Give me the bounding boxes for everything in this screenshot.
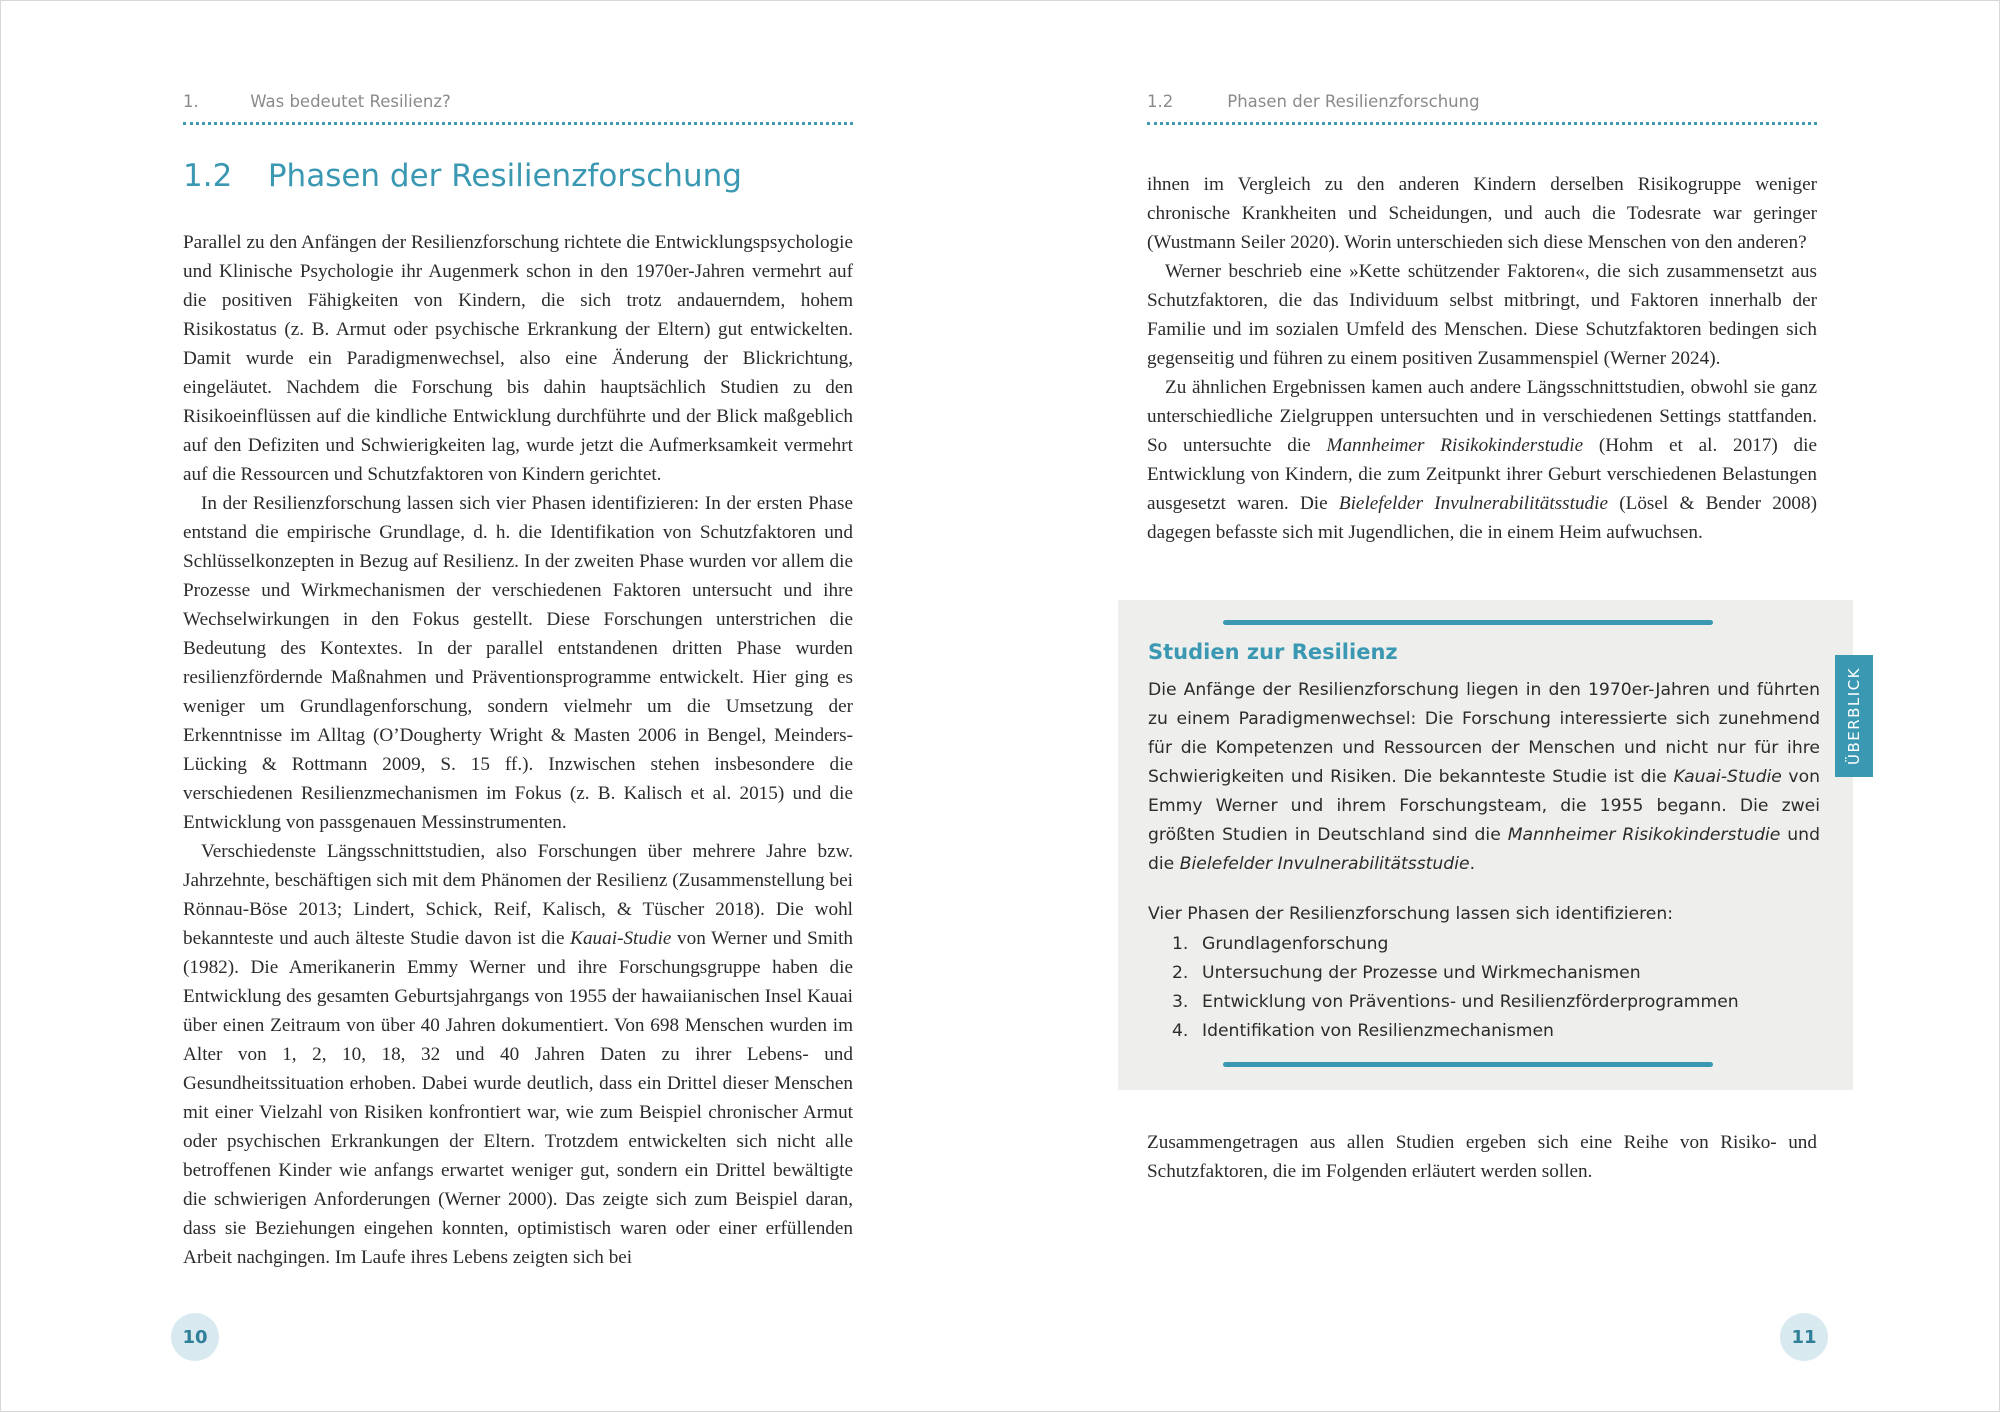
study-name-italic: Bielefelder Invulnerabilitätsstudie: [1338, 493, 1608, 514]
infobox-bottom-rule: [1223, 1062, 1713, 1067]
list-item: [1172, 930, 1739, 959]
page-number-left: 10: [171, 1313, 219, 1361]
phases-list: [1172, 930, 1739, 1046]
list-item: [1172, 1017, 1739, 1046]
paragraph-text: Parallel zu den Anfängen der Resilienzforschung richtete die Entwicklungspsychologie und Klinische Psychologie ihr Augenmerk schon in den 1970er-Jahren vermehrt auf die positiven Fähigkeiten von Kindern, die sich trotz andauerndem, hohem Risikostatus (z. B. Armut oder psychische Erkrankung der Eltern) gut entwickelten. Damit wurde ein Paradigmenwechsel, also eine Änderung der Blickrichtung, eingeläutet. Nachdem die Forschung bis dahin hauptsächlich Studien zu den Risikoeinflüssen auf die kindliche Entwicklung durchführte und der Blick maßgeblich auf den Defiziten und Schwierigkeiten lag, wurde jetzt die Aufmerksamkeit vermehrt auf die Ressourcen und Schutzfaktoren von Kindern gerichtet.: [183, 232, 853, 485]
infobox-top-rule: [1223, 620, 1713, 625]
overview-infobox: [1118, 600, 1853, 1090]
paragraph-3: [1147, 373, 1817, 547]
infobox-text: [1148, 676, 1820, 879]
study-name-italic: Kauai-Studie: [1673, 767, 1782, 787]
section-title: Phasen der Resilienzforschung: [267, 158, 742, 194]
infobox-paragraph: [1148, 676, 1820, 879]
list-number: 3.: [1172, 992, 1189, 1012]
list-item: [1172, 959, 1739, 988]
paragraph-text: (Hohm et al. 2017) die Entwicklung von Kindern, die zum Zeitpunkt ihrer Geburt verschiedenen Belastungen ausgesetzt waren. Die: [1147, 435, 1817, 514]
chapter-title: Was bedeutet Resilienz?: [250, 92, 451, 111]
paragraph-text: ihnen im Vergleich zu den anderen Kindern derselben Risikogruppe weniger chronische Krankheiten und Scheidungen, und auch die Todesrate war geringer (Wustmann Seiler 2020). Worin unterschieden sich diese Menschen von den anderen?: [1147, 174, 1817, 253]
paragraph-text: Verschiedenste Längsschnittstudien, also Forschungen über mehrere Jahre bzw. Jahrzehnte, beschäftigen sich mit dem Phänomen der Resilienz (Zusammenstellung bei Rönnau-Böse 2013; Lindert, Schick, Reif, Kalisch, & Tüscher 2018). Die wohl bekannteste und auch älteste Studie davon ist die: [183, 841, 853, 949]
left-body-text: [183, 228, 853, 1272]
paragraph-text: Werner beschrieb eine »Kette schützender Faktoren«, die sich zusammensetzt aus Schutzfaktoren, die das Individuum selbst mitbringt, und Faktoren innerhalb der Familie und im sozialen Umfeld des Menschen. Diese Schutzfaktoren bedingen sich gegenseitig und führen zu einem positiven Zusammenspiel (Werner 2024).: [1147, 261, 1817, 369]
infobox-text-run: Die Anfänge der Resilienzforschung liegen in den 1970er-Jahren und führten zu einem Paradigmenwechsel: Die Forschung interessierte sich zunehmend für die Kompetenzen und Ressourcen der Menschen und nicht nur für ihre Schwierigkeiten und Risiken. Die bekannteste Studie ist die: [1148, 680, 1820, 787]
overview-side-tab: [1835, 655, 1873, 777]
closing-paragraph: Zusammengetragen aus allen Studien ergeben sich eine Reihe von Risiko- und Schutzfaktoren, die im Folgenden erläutert werden sollen.: [1147, 1132, 1817, 1182]
paragraph-2: [183, 489, 853, 837]
running-head-left: [183, 92, 853, 125]
paragraph-3: [183, 837, 853, 1272]
list-item: [1172, 988, 1739, 1017]
section-title: Phasen der Resilienzforschung: [1227, 92, 1480, 111]
list-text: Identifikation von Resilienzmechanismen: [1202, 1021, 1554, 1041]
infobox-title: Studien zur Resilienz: [1148, 640, 1398, 664]
list-text: Entwicklung von Präventions- und Resilienzförderprogrammen: [1202, 992, 1739, 1012]
list-number: 2.: [1172, 963, 1189, 983]
paragraph-2: [1147, 257, 1817, 373]
right-page: [1000, 0, 2000, 1412]
infobox-text-run: von Emmy Werner und ihrem Forschungsteam, die 1955 begann. Die zwei größten Studien in Deutschland sind die: [1148, 767, 1820, 845]
list-number: 1.: [1172, 934, 1189, 954]
study-name-italic: Mannheimer Risikokinderstudie: [1326, 435, 1584, 456]
list-number: 4.: [1172, 1021, 1189, 1041]
study-name-italic: Bielefelder Invulnerabilitätsstudie: [1179, 854, 1470, 874]
section-heading: [183, 158, 742, 194]
right-body-text: [1147, 170, 1817, 547]
study-name-italic: Mannheimer Risikokinderstudie: [1507, 825, 1781, 845]
page-number-right: 11: [1780, 1313, 1828, 1361]
study-name-italic: Kauai-Studie: [570, 928, 672, 949]
paragraph-text: Zu ähnlichen Ergebnissen kamen auch andere Längsschnittstudien, obwohl sie ganz unterschiedliche Zielgruppen untersuchten und in verschiedenen Settings stattfanden. So untersuchte die: [1147, 377, 1817, 456]
paragraph-text: In der Resilienzforschung lassen sich vier Phasen identifizieren: In der ersten Phase entstand die empirische Grundlage, d. h. die Identifikation von Schutzfaktoren und Schlüsselkonzepten in Bezug auf Resilienz. In der zweiten Phase wurden vor allem die Prozesse und Wirkmechanismen der verschiedenen Faktoren untersucht und ihre Wechselwirkungen in den Fokus gestellt. Diese Forschungen unterstrichen die Bedeutung des Kontextes. In der parallel entstandenen dritten Phase wurden resilienzfördernde Maßnahmen und Präventionsprogramme entwickelt. Hier ging es weniger um Grundlagenforschung, sondern vielmehr um die Umsetzung der Erkenntnisse im Alltag (O’Dougherty Wright & Masten 2006 in Bengel, Meinders-Lücking & Rottmann 2009, S. 15 ff.). Inzwischen stehen insbesondere die verschiedenen Resilienzmechanismen im Fokus (z. B. Kalisch et al. 2015) und die Entwicklung von passgenauen Messinstrumenten.: [183, 493, 853, 833]
closing-text: [1147, 1128, 1817, 1186]
running-head-right: [1147, 92, 1817, 125]
chapter-number: 1.: [183, 92, 199, 111]
side-tab-label: ÜBERBLICK: [1845, 666, 1863, 766]
paragraph-1: [183, 228, 853, 489]
paragraph-text: (Lösel & Bender 2008) dagegen befasste sich mit Jugendlichen, die in einem Heim aufwuchsen.: [1147, 493, 1817, 543]
infobox-text-run: .: [1469, 854, 1476, 874]
section-number: 1.2: [1147, 92, 1174, 111]
list-text: Untersuchung der Prozesse und Wirkmechanismen: [1202, 963, 1641, 983]
infobox-text-run: und die: [1148, 825, 1820, 874]
paragraph-text: von Werner und Smith (1982). Die Amerikanerin Emmy Werner und ihre Forschungsgruppe haben die Entwicklung des gesamten Geburtsjahrgangs von 1955 der hawaiianischen Insel Kauai über einen Zeitraum von über 40 Jahren dokumentiert. Von 698 Menschen wurden im Alter von 1, 2, 10, 18, 32 und 40 Jahren Daten zu ihrer Lebens- und Gesundheitssituation erhoben. Dabei wurde deutlich, dass ein Drittel dieser Menschen mit einer Vielzahl von Risiken konfrontiert war, wie zum Beispiel chronischer Armut oder psychischen Erkrankungen der Eltern. Trotzdem entwickelten sich nicht alle betroffenen Kinder wie anfangs erwartet weniger gut, sondern ein Drittel bewältigte die schwierigen Anforderungen (Werner 2000). Das zeigte sich zum Beispiel daran, dass sie Beziehungen eingehen konnten, optimistisch waren oder einer erfüllenden Arbeit nachgingen. Im Laufe ihres Lebens zeigten sich bei: [183, 928, 854, 1268]
paragraph-continuation: [1147, 170, 1817, 257]
section-number: 1.2: [183, 158, 233, 194]
list-text: Grundlagenforschung: [1202, 934, 1389, 954]
infobox-list-lead: Vier Phasen der Resilienzforschung lassen sich identifizieren:: [1148, 904, 1674, 924]
